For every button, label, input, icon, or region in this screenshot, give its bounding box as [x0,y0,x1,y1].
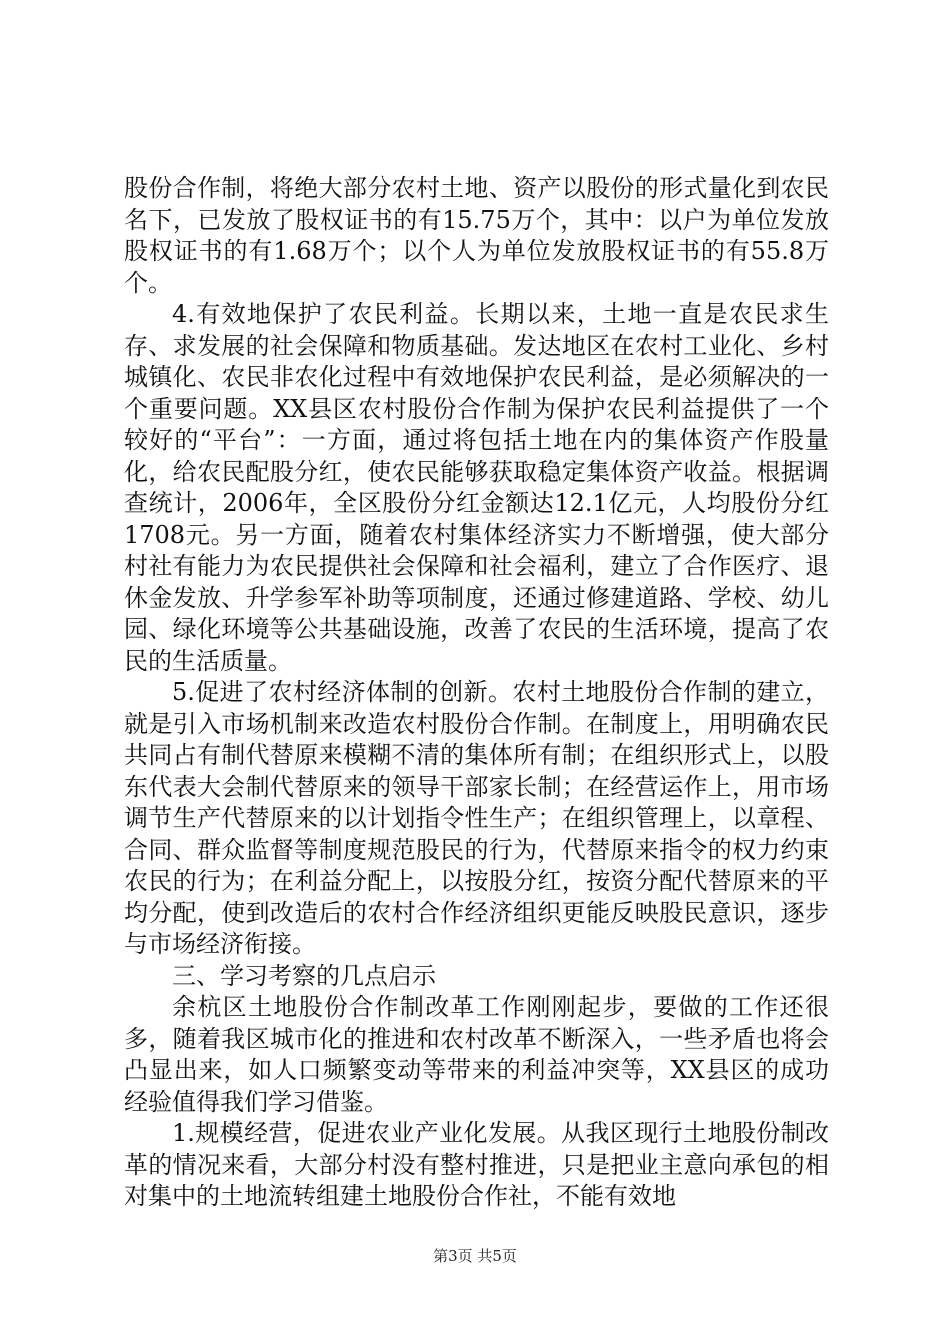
section-heading-3: 三、学习考察的几点启示 [172,961,436,990]
paragraph-intro: 余杭区土地股份合作制改革工作刚刚起步，要做的工作还很多，随着我区城市化的推进和农村改革不断深入，一些矛盾也将会凸显出来，如人口频繁变动等带来的利益冲突等，XX县区的成功经验值得我们学习借鉴。 [124,993,829,1116]
paragraph-item-4: 4.有效地保护了农民利益。长期以来，土地一直是农民求生存、求发展的社会保障和物质基础。发达地区在农村工业化、乡村城镇化、农民非农化过程中有效地保护农民利益，是必须解决的一个重要问题。XX县区农村股份合作制为保护农民利益提供了一个较好的“平台”：一方面，通过将包括土地在内的集体资产作股量化，给农民配股分红，使农民能够获取稳定集体资产收益。根据调查统计，2006年，全区股份分红金额达12.1亿元，人均股份分红1708元。另一方面，随着农村集体经济实力不断增强，使大部分村社有能力为农民提供社会保障和社会福利，建立了合作医疗、退休金发放、升学参军补助等项制度，还通过修建道路、学校、幼儿园、绿化环境等公共基础设施，改善了农民的生活环境，提高了农民的生活质量。 [124,300,829,675]
paragraph-item-1: 1.规模经营，促进农业产业化发展。从我区现行土地股份制改革的情况来看，大部分村没有整村推进，只是把业主意向承包的相对集中的土地流转组建土地股份合作社，不能有效地 [124,1119,829,1210]
paragraph-continuation: 股份合作制，将绝大部分农村土地、资产以股份的形式量化到农民名下，已发放了股权证书的有15.75万个，其中：以户为单位发放股权证书的有1.68万个；以个人为单位发放股权证书的有55.8万个。 [124,174,829,297]
page-footer: 第3页 共5页 [433,1247,517,1265]
paragraph-item-5: 5.促进了农村经济体制的创新。农村土地股份合作制的建立，就是引入市场机制来改造农村股份合作制。在制度上，用明确农民共同占有制代替原来模糊不清的集体所有制；在组织形式上，以股东代表大会制代替原来的领导干部家长制；在经营运作上，用市场调节生产代替原来的以计划指令性生产；在组织管理上，以章程、合同、群众监督等制度规范股民的行为，代替原来指令的权力约束农民的行为；在利益分配上，以按股分红，按资分配代替原来的平均分配，使到改造后的农村合作经济组织更能反映股民意识，逐步与市场经济衔接。 [124,678,829,958]
document-body [124,173,829,1213]
